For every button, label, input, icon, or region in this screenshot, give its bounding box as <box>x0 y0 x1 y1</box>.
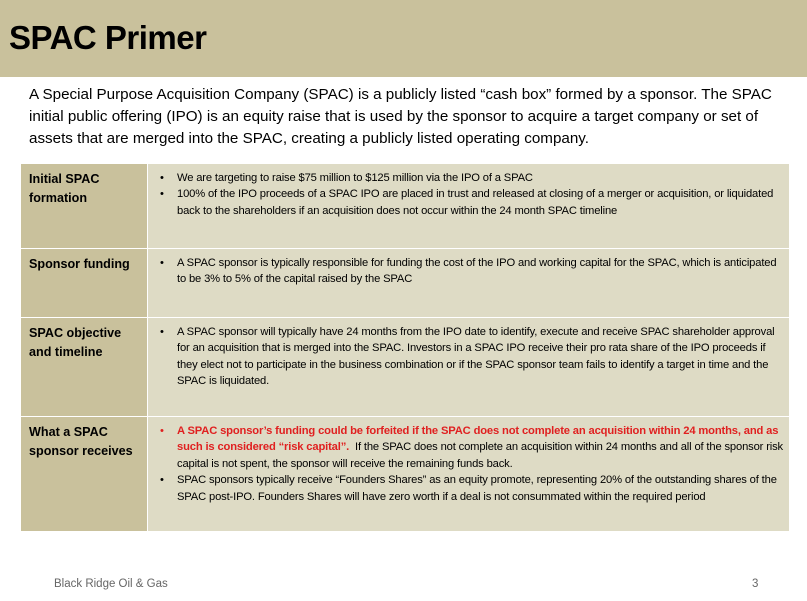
bullet-item: • A SPAC sponsor will typically have 24 months from the IPO date to identify, execute and receive SPAC shareholder approval for an acquisition that is merged into the SPAC. Investors in a SPAC IPO receive their pro rata share of the IPO proceeds if they elect not to participate in the business combination or if the SPAC sponsor team fails to identify a target in time and the SPAC is liquidated. <box>156 324 783 390</box>
bullet-item: • SPAC sponsors typically receive “Founders Shares” as an equity promote, representing 20% of the outstanding shares of the SPAC post-IPO. Founders Shares will have zero worth if a deal is not consummated within the required period <box>156 472 783 505</box>
bullet-item: • A SPAC sponsor is typically responsible for funding the cost of the IPO and working capital for the SPAC, which is anticipated to be 3% to 5% of the capital raised by the SPAC <box>156 255 783 288</box>
row-label: What a SPAC sponsor receives <box>21 417 147 531</box>
table-row <box>21 417 789 531</box>
bullet-item: • 100% of the IPO proceeds of a SPAC IPO are placed in trust and released at closing of a merger or acquisition, or liquidated back to the shareholders if an acquisition does not occur within the 24 month SPAC timeline <box>156 186 783 219</box>
row-label: Initial SPAC formation <box>21 164 147 248</box>
footer-company: Black Ridge Oil & Gas <box>54 578 168 590</box>
row-content <box>147 318 789 416</box>
bullet-text: If the SPAC does not complete an acquisition within 24 months and all of the sponsor risk capital is not spent, the sponsor will receive the remaining funds back. <box>177 441 786 470</box>
spac-table <box>21 164 789 531</box>
page-number: 3 <box>752 578 759 590</box>
row-content <box>147 164 789 248</box>
bullet-item <box>156 423 786 472</box>
row-content <box>147 417 789 531</box>
row-content <box>147 249 789 317</box>
page-title: SPAC Primer <box>9 19 207 56</box>
row-label: Sponsor funding <box>21 249 147 317</box>
bullet-item: • We are targeting to raise $75 million to $125 million via the IPO of a SPAC <box>156 170 783 186</box>
risk-capital-warning: A SPAC sponsor’s funding could be forfeited if the SPAC does not complete an acquisition within 24 months, and as such is considered “risk capital”. <box>177 425 779 454</box>
row-label: SPAC objective and timeline <box>21 318 147 416</box>
table-row <box>21 318 789 417</box>
intro-paragraph: A Special Purpose Acquisition Company (SPAC) is a publicly listed “cash box” formed by a sponsor. The SPAC initial public offering (IPO) is an equity raise that is used by the sponsor to acquire a target company or set of assets that are merged into the SPAC, creating a publicly listed operating company. <box>29 86 772 147</box>
table-row <box>21 164 789 249</box>
table-row <box>21 249 789 318</box>
